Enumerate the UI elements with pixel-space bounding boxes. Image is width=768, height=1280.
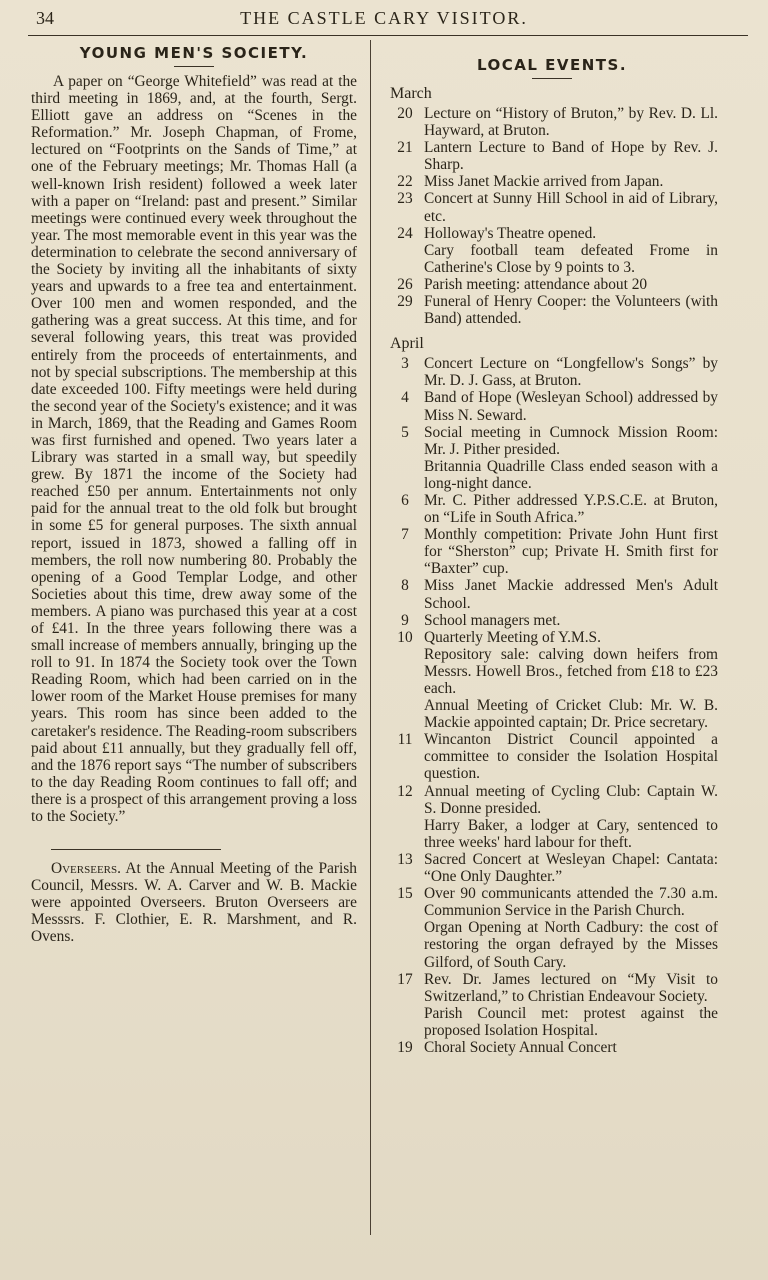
event-day: 20 bbox=[397, 105, 413, 122]
event-day: 10 bbox=[397, 628, 413, 646]
event-line: Holloway's Theatre opened. bbox=[424, 224, 597, 242]
event-line: Rev. Dr. James lectured on “My Visit to Switzerland,” to Christian Endeavour Society. bbox=[424, 970, 718, 1005]
event-day: 8 bbox=[401, 577, 409, 595]
page-number: 34 bbox=[36, 8, 54, 28]
page-header bbox=[0, 0, 768, 30]
local-events-heading: LOCAL EVENTS. bbox=[476, 56, 628, 74]
event-entry bbox=[386, 577, 718, 611]
event-description bbox=[424, 225, 718, 276]
event-entry bbox=[386, 355, 718, 389]
event-entry bbox=[386, 783, 718, 851]
event-description bbox=[424, 190, 718, 224]
event-line: Mr. C. Pither addressed Y.P.S.C.E. at Bruton, on “Life in South Africa.” bbox=[424, 491, 718, 527]
event-line: Annual meeting of Cycling Club: Captain W. S. Donne presided. bbox=[424, 782, 718, 817]
event-entry bbox=[386, 971, 718, 1039]
event-description bbox=[424, 276, 718, 293]
event-day: 9 bbox=[401, 611, 409, 629]
event-day: 26 bbox=[397, 275, 413, 293]
event-line: Monthly competition: Private John Hunt first for “Sherston” cup; Private H. Smith first for “Baxter” cup. bbox=[424, 526, 718, 578]
event-day: 21 bbox=[397, 139, 413, 157]
event-line: School managers met. bbox=[424, 611, 561, 629]
heading-rule bbox=[174, 66, 214, 67]
event-description bbox=[424, 851, 718, 885]
section-separator bbox=[51, 849, 221, 850]
event-line: Lantern Lecture to Band of Hope by Rev. J. Sharp. bbox=[424, 139, 718, 174]
event-line: Social meeting in Cumnock Mission Room: Mr. J. Pither presided. bbox=[424, 423, 718, 458]
event-entry bbox=[386, 424, 718, 492]
event-day: 12 bbox=[397, 782, 413, 800]
event-line: Concert at Sunny Hill School in aid of Library, etc. bbox=[424, 190, 718, 225]
event-entry bbox=[386, 276, 718, 293]
event-line: Miss Janet Mackie arrived from Japan. bbox=[424, 173, 664, 191]
event-description bbox=[424, 577, 718, 611]
event-line: Band of Hope (Wesleyan School) addressed by Miss N. Seward. bbox=[424, 389, 718, 424]
event-line: Repository sale: calving down heifers from Messrs. Howell Bros., fetched from £18 to £23 each. bbox=[424, 645, 718, 697]
event-entry bbox=[386, 851, 718, 885]
month-gap bbox=[386, 327, 718, 335]
event-day: 29 bbox=[397, 293, 413, 311]
event-line: Miss Janet Mackie addressed Men's Adult School. bbox=[424, 577, 718, 612]
event-line: Annual Meeting of Cricket Club: Mr. W. B. Mackie appointed captain; Dr. Price secretary. bbox=[424, 697, 718, 732]
event-entry bbox=[386, 492, 718, 526]
event-line: Wincanton District Council appointed a committee to consider the Isolation Hospital question. bbox=[424, 731, 718, 783]
overseers-text: At the Annual Meeting of the Parish Council, Messrs. W. A. Carver and W. B. Mackie were appointed Overseers. Bruton Overseers are Messsrs. F. Clothier, E. R. Marshment, and R. Ovens. bbox=[31, 860, 357, 946]
running-title: THE CASTLE CARY VISITOR. bbox=[240, 8, 528, 28]
event-description bbox=[424, 293, 718, 327]
event-day: 5 bbox=[401, 423, 409, 441]
event-entry bbox=[386, 105, 718, 139]
event-line: Lecture on “History of Bruton,” by Rev. D. Ll. Hayward, at Bruton. bbox=[424, 105, 718, 140]
header-rule bbox=[28, 35, 748, 36]
event-entry bbox=[386, 885, 718, 970]
event-description bbox=[424, 783, 718, 851]
event-line: Concert Lecture on “Longfellow's Songs” by Mr. D. J. Gass, at Bruton. bbox=[424, 355, 718, 390]
event-description bbox=[424, 629, 718, 732]
young-mens-society-body: A paper on “George Whitefield” was read at the third meeting in 1869, and, at the fourth, Sergt. Elliott gave an address on “Scenes in the Reformation.” Mr. Joseph Chapman, of Frome, lectured on “Footprints on the Sands of Time,” at one of the February meetings; Mr. Thomas Hall (a well-known Irish resident) followed a week later with a paper on “Ireland: past and present.” Similar meetings were continued every week throughout the year. The most memorable event in this year was the determination to celebrate the second anniversary of the Society by inviting all the inhabitants of sixty years and upwards to a free tea and entertainment. Over 100 men and women responded, and the gathering was a great success. At this time, and for several following years, this treat was provided entirely from the proceeds of entertainments, and not by special subscriptions. The membership at this date exceeded 100. Fifty meetings were held during the second year of the Society's existence; and it was in March, 1869, that the Reading and Games Room was first furnished and opened. Two years later a Library was started in a small way, but speedily grew. By 1871 the income of the Society had reached £50 per annum. Entertainments not only paid for the annual treat to the old folk but brought in some £5 for general purposes. The sixth annual report, issued in 1873, showed a falling off in members, the roll now numbering 80. Probably the opening of a Good Templar Lodge, and other Societies about this time, drew away some of the members. A piano was purchased this year at a cost of £41. In the three years following there was a small increase of members annually, bringing up the roll to 91. In 1874 the Society took over the Town Reading Room, which had been carried on in the lower room of the Market House premises for many years. This room has since been added to the caretaker's residence. The Reading-room subscribers paid about £11 annually, but they gradually fell off, and the 1876 report says “The number of subscribers to the day Reading Room continues to fall off; and there is a prospect of this arrangement proving a loss to the Society.” bbox=[31, 73, 357, 826]
event-line: Quarterly Meeting of Y.M.S. bbox=[424, 628, 601, 646]
event-description bbox=[424, 424, 718, 492]
event-description bbox=[424, 1039, 718, 1056]
event-entry bbox=[386, 389, 718, 423]
event-line: Parish Council met: protest against the proposed Isolation Hospital. bbox=[424, 1004, 718, 1039]
event-line: Parish meeting: attendance about 20 bbox=[424, 275, 648, 293]
month-heading: March bbox=[390, 85, 432, 102]
event-description bbox=[424, 389, 718, 423]
event-day: 6 bbox=[401, 491, 409, 509]
event-day: 13 bbox=[397, 850, 413, 868]
event-entry bbox=[386, 225, 718, 276]
event-day: 19 bbox=[397, 1038, 413, 1056]
event-description bbox=[424, 731, 718, 782]
event-day: 3 bbox=[401, 355, 409, 373]
events-list bbox=[386, 85, 718, 1056]
event-description bbox=[424, 105, 718, 139]
event-line: Over 90 communicants attended the 7.30 a.m. Communion Service in the Parish Church. bbox=[424, 885, 718, 920]
event-entry bbox=[386, 173, 718, 190]
overseers-lead: Overseers. bbox=[51, 860, 121, 878]
column-divider bbox=[370, 40, 371, 1235]
event-line: Organ Opening at North Cadbury: the cost of restoring the organ defrayed by the Misses Gilford, of South Cary. bbox=[424, 919, 718, 971]
event-day: 4 bbox=[401, 389, 409, 407]
event-day: 22 bbox=[397, 173, 413, 191]
event-description bbox=[424, 139, 718, 173]
event-day: 15 bbox=[397, 885, 413, 903]
event-entry bbox=[386, 1039, 718, 1056]
event-day: 24 bbox=[397, 224, 413, 242]
event-description bbox=[424, 173, 718, 190]
event-entry bbox=[386, 526, 718, 577]
event-entry bbox=[386, 293, 718, 327]
event-line: Choral Society Annual Concert bbox=[424, 1038, 617, 1056]
event-description bbox=[424, 885, 718, 970]
event-line: Britannia Quadrille Class ended season with a long-night dance. bbox=[424, 457, 718, 492]
event-description bbox=[424, 355, 718, 389]
event-line: Sacred Concert at Wesleyan Chapel: Cantata: “One Only Daughter.” bbox=[424, 850, 718, 886]
event-day: 17 bbox=[397, 970, 413, 988]
event-description bbox=[424, 492, 718, 526]
month-heading: April bbox=[390, 335, 424, 353]
event-day: 23 bbox=[397, 190, 413, 208]
event-entry bbox=[386, 629, 718, 732]
event-entry bbox=[386, 731, 718, 782]
left-column bbox=[31, 44, 357, 945]
event-description bbox=[424, 971, 718, 1039]
event-line: Funeral of Henry Cooper: the Volunteers (with Band) attended. bbox=[424, 293, 718, 328]
event-description bbox=[424, 612, 718, 629]
young-mens-society-heading: YOUNG MEN'S SOCIETY. bbox=[79, 44, 309, 62]
event-line: Cary football team defeated Frome in Catherine's Close by 9 points to 3. bbox=[424, 241, 718, 276]
right-column bbox=[386, 56, 718, 1056]
event-entry bbox=[386, 139, 718, 173]
event-entry bbox=[386, 612, 718, 629]
overseers-paragraph bbox=[31, 860, 357, 945]
heading-rule bbox=[532, 78, 572, 79]
event-entry bbox=[386, 190, 718, 224]
event-day: 7 bbox=[401, 526, 409, 544]
event-description bbox=[424, 526, 718, 577]
event-day: 11 bbox=[397, 731, 413, 749]
event-line: Harry Baker, a lodger at Cary, sentenced to three weeks' hard labour for theft. bbox=[424, 816, 718, 851]
